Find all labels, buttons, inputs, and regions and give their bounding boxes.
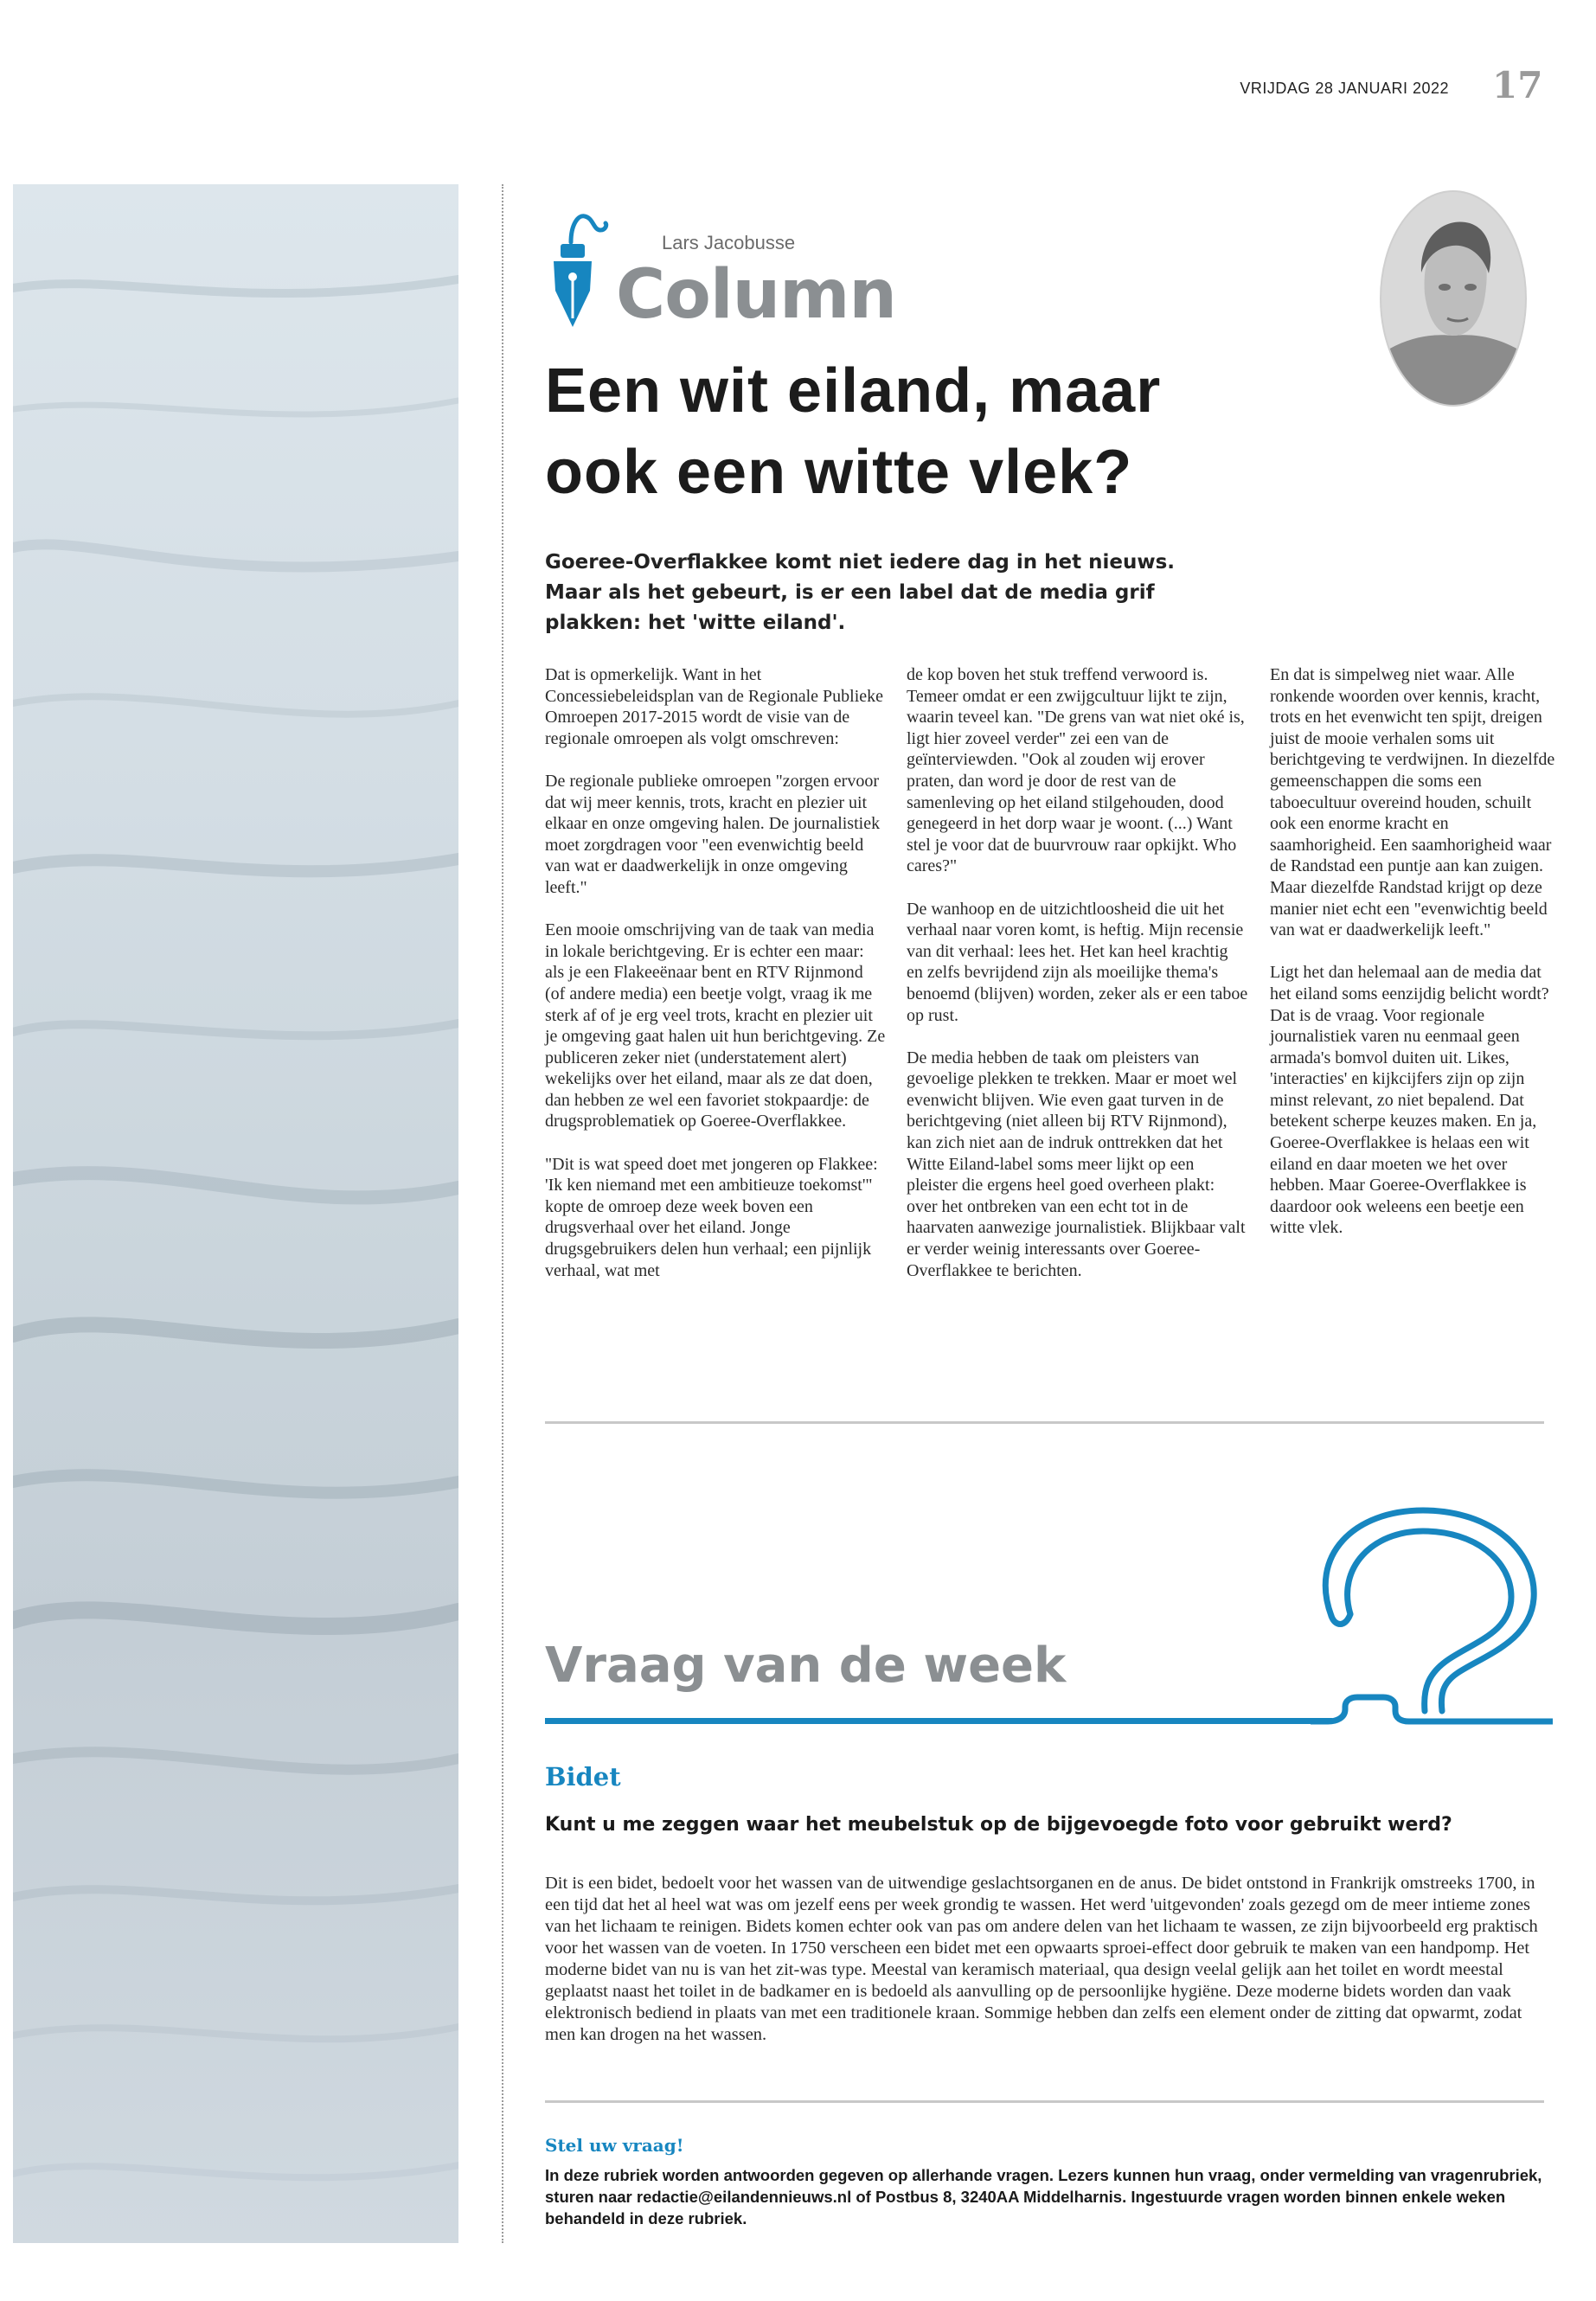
article-column-1 (545, 664, 887, 1303)
paragraph: De wanhoop en de uitzichtloosheid die uit het verhaal naar voren komt, is heftig. Mijn recensie van dit verhaal: lees het. Het kan heel krachtig en zelfs bevrijdend zijn als moeilijke thema's benoemd (blijven) worden, zeker als er een taboe op rust. (907, 899, 1248, 1025)
paragraph: De media hebben de taak om pleisters van gevoelige plekken te trekken. Maar er moet wel evenwicht blijven. Wie even gaat turven in de berichtgeving (niet alleen bij RTV Rijnmond), kan zich niet aan de indruk onttrekken dat het Witte Eiland-label soms meer lijkt op een pleister die ergens heel goed overheen plakt: over het ontbreken van een echt tot in de haarvaten aanwezige journalistiek. Blijkbaar valt er verder weinig interessants over Goeree-Overflakkee te berichten. (907, 1048, 1246, 1280)
submit-question-info: In deze rubriek worden antwoorden gegeven op allerhande vragen. Lezers kunnen hun vraag, onder vermelding van vragenrubriek, sturen naar redactie@eilandennieuws.nl of Postbus 8, 3240AA Middelharnis. Ingestuurde vragen worden binnen enkele weken behandeld in deze rubriek. (545, 2166, 1542, 2227)
column-label: Column (616, 256, 896, 334)
article-column-3 (1270, 664, 1555, 1260)
paragraph: En dat is simpelweg niet waar. Alle ronkende woorden over kennis, kracht, trots en het evenwicht ten spijt, dreigen juist de mooie verhalen soms uit berichtgeving te verdwijnen. In diezelfde gemeenschappen die soms een taboecultuur overeind houden, schuilt ook een enorme kracht en saamhorigheid. Een saamhorigheid waar de Randstad een puntje aan kan zuigen. Maar diezelfde Randstad krijgt op deze manier niet echt een "evenwichtig beeld van wat er daadwerkelijk leeft." (1270, 665, 1555, 940)
answer-text: Dit is een bidet, bedoelt voor het wassen van de uitwendige geslachtsorganen en de anus. De bidet ontstond in Frankrijk omstreeks 1700, in een tijd dat het al heel wat was om jezelf eens per week grondig te wassen. Het werd 'uitgevonden' zoals gezegd om de meer intieme zones van het lichaam te reinigen. Bidets komen echter ook van pas om andere delen van het lichaam te wassen, ze zijn bijvoorbeeld erg praktisch voor het wassen van de voeten. In 1750 verscheen een bidet met een opwaarts sproei-effect door gebruik te maken van een handpomp. Het moderne bidet van nu is van het zit-was type. Meestal van keramisch materiaal, qua design veelal gelijk aan het toilet en wordt meestal geplaatst naast het toilet in de badkamer en is bedoeld als aanvulling op de persoonlijke hygiëne. Deze moderne bidets worden dan vaak elektronisch bediend in plaats van met een traditionele kraan. Sommige hebben dan zelfs een element onder de zitting dat opwarmt, zodat men kan drogen na het wassen. (545, 1874, 1538, 2044)
section-title-underline (545, 1718, 1332, 1724)
paragraph: De regionale publieke omroepen "zorgen ervoor dat wij meer kennis, trots, kracht en plezier uit elkaar en onze omgeving halen. De journalistiek moet zorgdragen voor "een evenwichtig beeld van wat er daadwerkelijk in onze omgeving leeft." (545, 771, 881, 897)
question-mark-icon (1311, 1503, 1553, 1731)
column-divider (502, 184, 503, 2243)
author-name: Lars Jacobusse (662, 232, 796, 253)
headline (545, 350, 1324, 513)
article-column-2 (907, 664, 1248, 1303)
paragraph: Een mooie omschrijving van de taak van media in lokale berichtgeving. Er is echter een maar: als je een Flakeeënaar bent en RTV Rijnmond (of andere media) een beetje volgt, vraag ik me sterk af of je erg veel trots, kracht en plezier uit je omgeving gaat halen uit hun berichtgeving. Ze publiceren zeker niet (understatement alert) wekelijks over het eiland, maar als ze dat doen, dan hebben ze wel een favoriet stokpaardje: de drugsproblematiek op Goeree-Overflakkee. (545, 920, 886, 1131)
section-separator (545, 1421, 1544, 1424)
intro-paragraph: Goeree-Overflakkee komt niet iedere dag in het nieuws. Maar als het gebeurt, is er een label dat de media grif plakken: het 'witte eiland'. (545, 551, 1176, 634)
paragraph: Dat is opmerkelijk. Want in het Concessiebeleidsplan van de Regionale Publieke Omroepen 2017-2015 wordt de visie van de regionale omroepen als volgt omschreven: (545, 665, 884, 748)
water-photo (13, 184, 458, 2243)
fountain-pen-icon (545, 208, 614, 337)
question-text: Kunt u me zeggen waar het meubelstuk op de bijgevoegde foto voor gebruikt werd? (545, 1814, 1452, 1836)
question-heading: Bidet (545, 1762, 621, 1791)
footer-separator (545, 2100, 1544, 2103)
issue-date: VRIJDAG 28 JANUARI 2022 (1240, 80, 1449, 97)
section-title: Vraag van de week (545, 1638, 1067, 1694)
paragraph: Ligt het dan helemaal aan de media dat het eiland soms eenzijdig belicht wordt? Dat is de vraag. Voor regionale journalistiek varen nu eenmaal geen armada's bomvol duiten uit. Likes, 'interacties' en kijkcijfers zijn op zijn minst relevant, zo niet bepalend. Dat betekent scherpe keuzes maken. En ja, Goeree-Overflakkee is helaas een wit eiland en daar moeten we het over hebben. Maar Goeree-Overflakkee is daardoor ook weleens een beetje een witte vlek. (1270, 963, 1549, 1238)
page-number: 17 (1492, 64, 1543, 106)
paragraph: "Dit is wat speed doet met jongeren op Flakkee: 'Ik ken niemand met een ambitieuze toekomst'" kopte de omroep deze week boven een drugsverhaal over het eiland. Jonge drugsgebruikers delen hun verhaal; een pijnlijk verhaal, wat met (545, 1154, 878, 1280)
headline-line-1: Een wit eiland, maar (545, 356, 1162, 426)
submit-question-heading: Stel uw vraag! (545, 2135, 684, 2156)
paragraph: de kop boven het stuk treffend verwoord is. Temeer omdat er een zwijgcultuur lijkt te zijn, waarin teveel kan. "De grens van wat niet oké is, ligt hier zoveel verder" zei een van de geïnterviewden. "Ook al zouden wij erover praten, dan word je door de rest van de samenleving op het eiland stilgehouden, dood genegeerd in het dorp waar je woont. (...) Want stel je voor dat de buurvrouw raar opkijkt. Who cares?" (907, 665, 1245, 876)
headline-line-2: ook een witte vlek? (545, 438, 1133, 507)
author-portrait (1380, 190, 1527, 407)
